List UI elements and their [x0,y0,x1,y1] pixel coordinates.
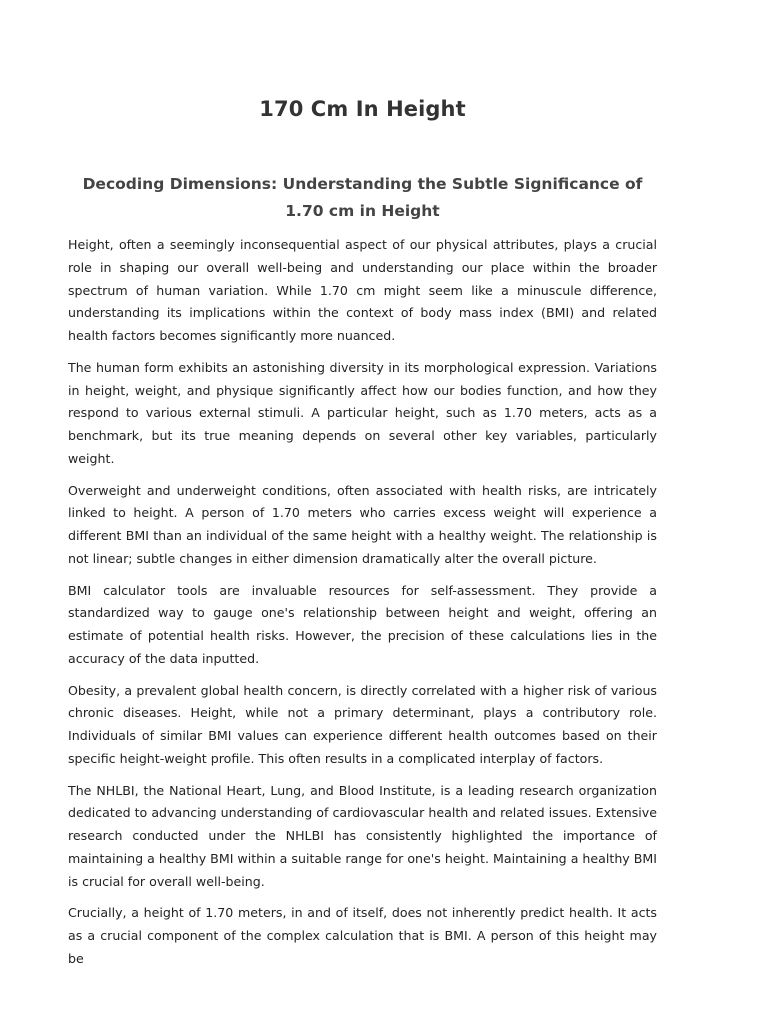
paragraph-1: Height, often a seemingly inconsequential aspect of our physical attributes, plays a crucial role in shaping our overall well-being and understanding our place within the broader spectrum of human variation. While 1.70 cm might seem like a minuscule difference, understanding its implications within the context of body mass index (BMI) and related health factors becomes significantly more nuanced. [68,237,657,343]
paragraph-7: Crucially, a height of 1.70 meters, in and of itself, does not inherently predict health. It acts as a crucial component of the complex calculation that is BMI. A person of this height may be [68,905,657,966]
paragraph-4: BMI calculator tools are invaluable resources for self-assessment. They provide a standardized way to gauge one's relationship between height and weight, offering an estimate of potential health risks. However, the precision of these calculations lies in the accuracy of the data inputted. [68,582,657,666]
paragraph-6: The NHLBI, the National Heart, Lung, and Blood Institute, is a leading research organization dedicated to advancing understanding of cardiovascular health and related issues. Extensive research conducted under the NHLBI has consistently highlighted the importance of maintaining a healthy BMI within a suitable range for one's height. Maintaining a healthy BMI is crucial for overall well-being. [68,782,657,889]
page-subtitle: Decoding Dimensions: Understanding the Subtle Significance of 1.70 cm in Height [82,175,643,220]
paragraph-2: The human form exhibits an astonishing diversity in its morphological expression. Variations in height, weight, and physique significantly affect how our bodies function, and how they respond to various external stimuli. A particular height, such as 1.70 meters, acts as a benchmark, but its true meaning depends on several other key variables, particularly weight. [68,359,657,466]
article-body [68,234,657,980]
page-title: 170 Cm In Height [259,97,466,121]
paragraph-5: Obesity, a prevalent global health concern, is directly correlated with a higher risk of various chronic diseases. Height, while not a primary determinant, plays a contributory role. Individuals of similar BMI values can experience different health outcomes based on their specific height-weight profile. This often results in a complicated interplay of factors. [68,682,657,766]
paragraph-3: Overweight and underweight conditions, often associated with health risks, are intricately linked to height. A person of 1.70 meters who carries excess weight will experience a different BMI than an individual of the same height with a healthy weight. The relationship is not linear; subtle changes in either dimension dramatically alter the overall picture. [68,482,657,566]
